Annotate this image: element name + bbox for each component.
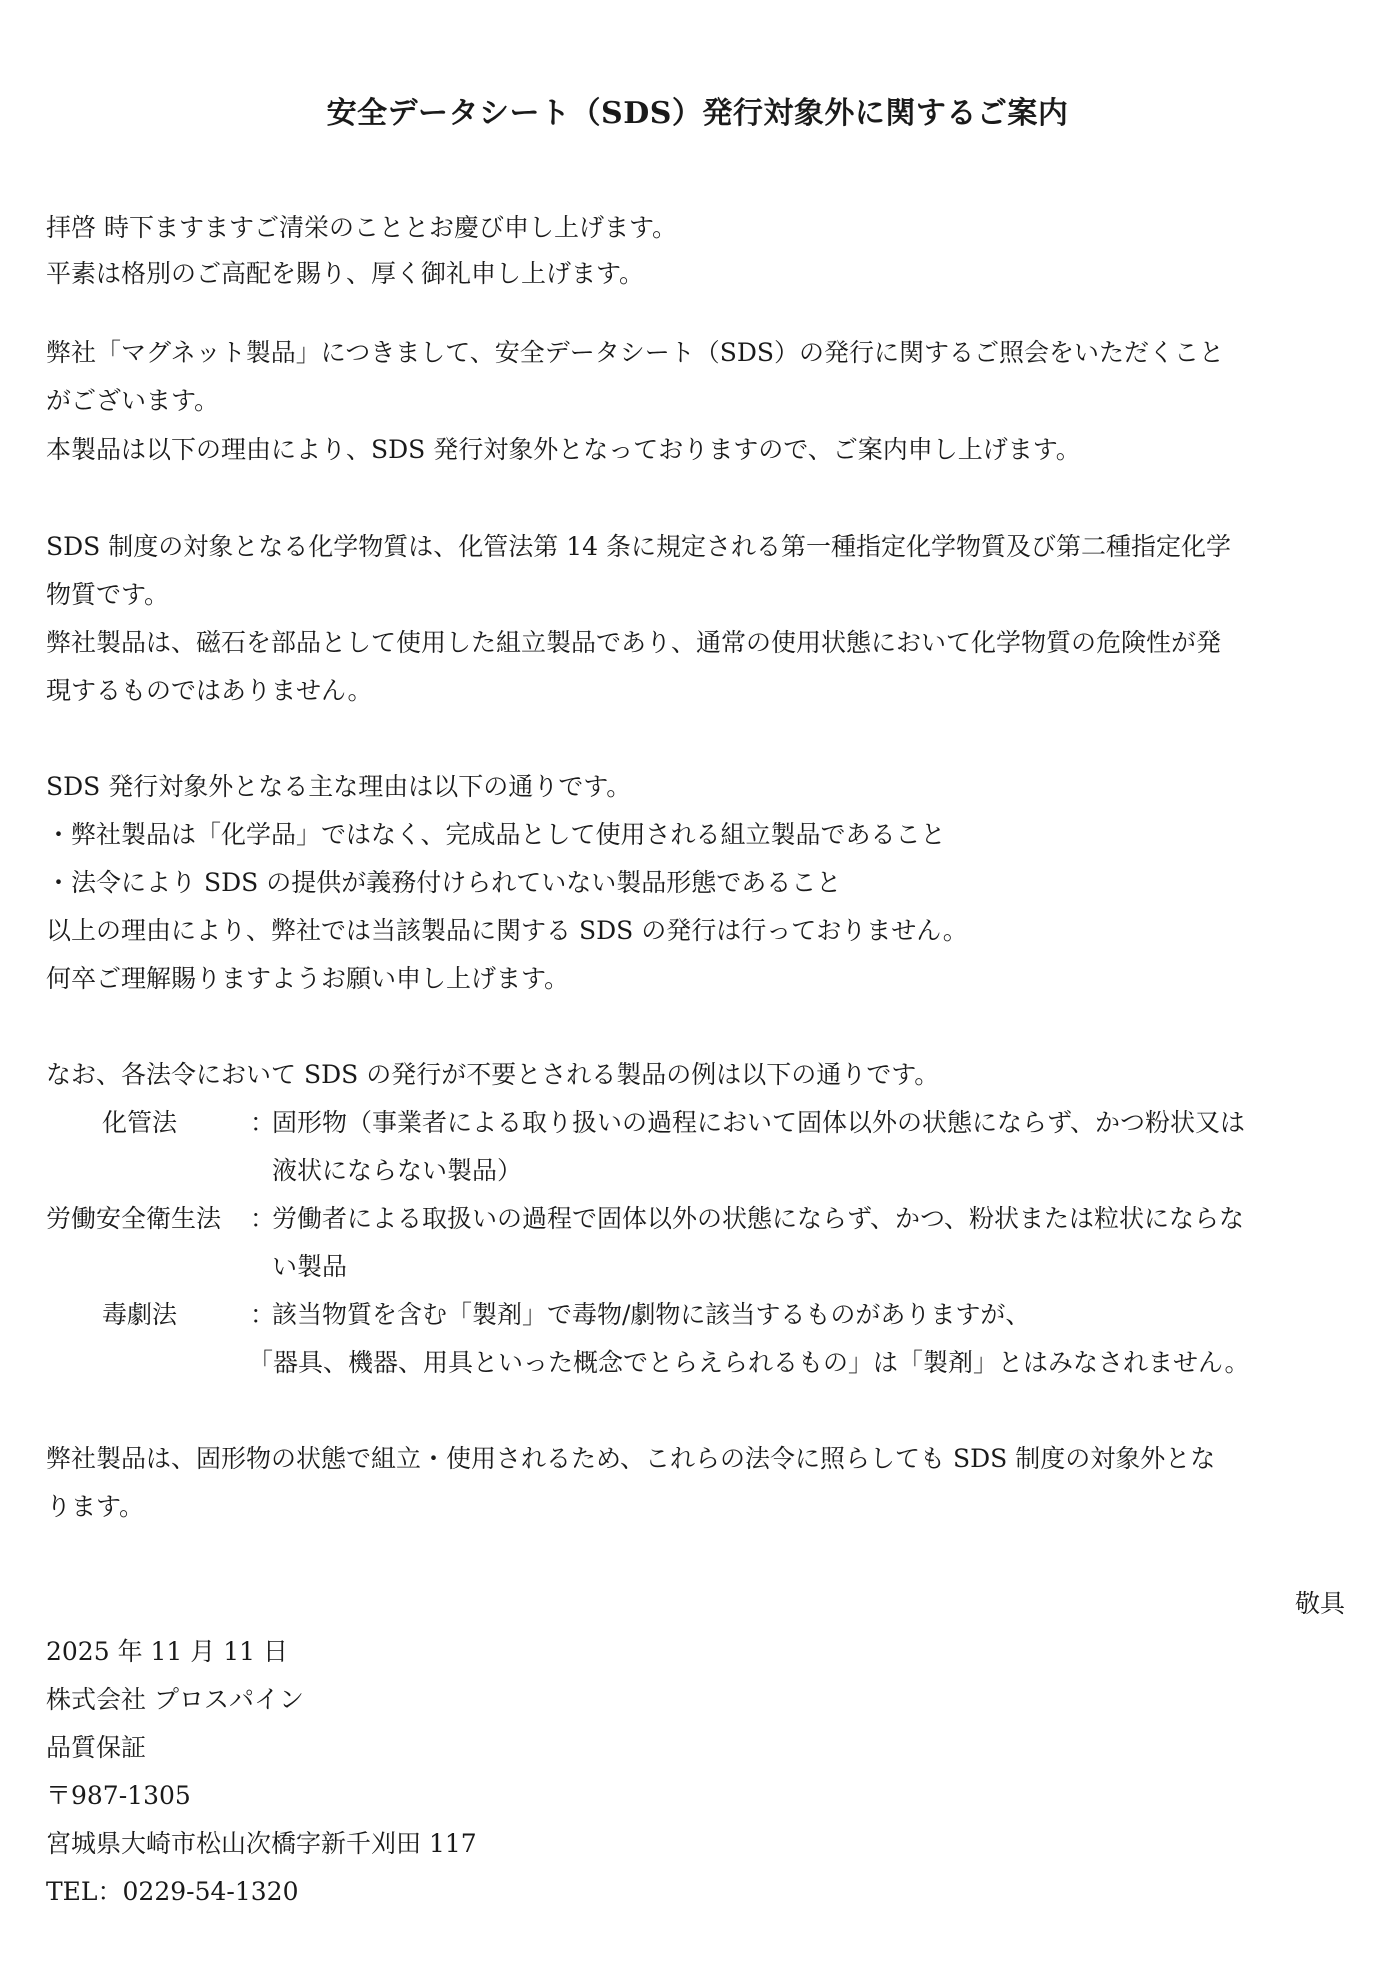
reasons-line: 何卒ご理解賜りますようお願い申し上げます。 [46,964,570,993]
reasons-line: 以上の理由により、弊社では当該製品に関する SDS の発行は行っておりません。 [46,916,968,945]
system-line: 物質です。 [46,580,170,609]
signature-department: 品質保証 [46,1733,147,1762]
reasons-line: ・法令により SDS の提供が義務付けられていない製品形態であること [46,868,842,897]
intro-line: がございます。 [46,386,220,415]
law-separator: ： [250,1300,276,1329]
reasons-line: SDS 発行対象外となる主な理由は以下の通りです。 [46,772,632,801]
examples-intro: なお、各法令において SDS の発行が不要とされる製品の例は以下の通りです。 [46,1060,940,1089]
law-name: 労働安全衛生法 [46,1204,222,1233]
greeting-line: 拝啓 時下ますますご清栄のこととお慶び申し上げます。 [46,213,677,242]
law-description: 該当物質を含む「製剤」で毒物/劇物に該当するものがありますが、 [272,1300,1031,1329]
law-description: い製品 [272,1252,348,1281]
law-description: 固形物（事業者による取り扱いの過程において固体以外の状態にならず、かつ粉状又は [272,1108,1246,1137]
signature-company: 株式会社 プロスパイン [46,1685,304,1714]
law-separator: ： [250,1108,276,1137]
signature-address: 宮城県大崎市松山次橋字新千刈田 117 [46,1829,477,1858]
closing-remark: 敬具 [1294,1589,1345,1618]
law-description: 「器具、機器、用具といった概念でとらえられるもの」は「製剤」とはみなされません。 [248,1348,1250,1377]
system-line: 弊社製品は、磁石を部品として使用した組立製品であり、通常の使用状態において化学物質の危険性が発 [46,628,1222,657]
greeting-line: 平素は格別のご高配を賜り、厚く御礼申し上げます。 [46,259,645,288]
law-description: 液状にならない製品） [272,1156,523,1185]
signature-date: 2025 年 11 月 11 日 [46,1637,288,1666]
conclusion-line: ります。 [46,1492,145,1521]
intro-line: 弊社「マグネット製品」につきまして、安全データシート（SDS）の発行に関するご照会をいただくこと [46,338,1225,367]
law-name: 化管法 [102,1108,178,1137]
system-line: 現するものではありません。 [46,676,373,705]
law-description: 労働者による取扱いの過程で固体以外の状態にならず、かつ、粉状または粒状にならな [272,1204,1245,1233]
signature-phone: TEL：0229-54-1320 [46,1877,299,1906]
reasons-line: ・弊社製品は「化学品」ではなく、完成品として使用される組立製品であること [46,820,946,849]
intro-line: 本製品は以下の理由により、SDS 発行対象外となっておりますので、ご案内申し上げます。 [46,435,1081,464]
system-line: SDS 制度の対象となる化学物質は、化管法第 14 条に規定される第一種指定化学物質及び第二種指定化学 [46,532,1231,561]
signature-postal-code: 〒987-1305 [46,1781,191,1810]
law-separator: ： [250,1204,276,1233]
law-name: 毒劇法 [102,1300,178,1329]
conclusion-line: 弊社製品は、固形物の状態で組立・使用されるため、これらの法令に照らしても SDS 制度の対象外とな [46,1444,1216,1473]
document-title: 安全データシート（SDS）発行対象外に関するご案内 [326,96,1069,131]
